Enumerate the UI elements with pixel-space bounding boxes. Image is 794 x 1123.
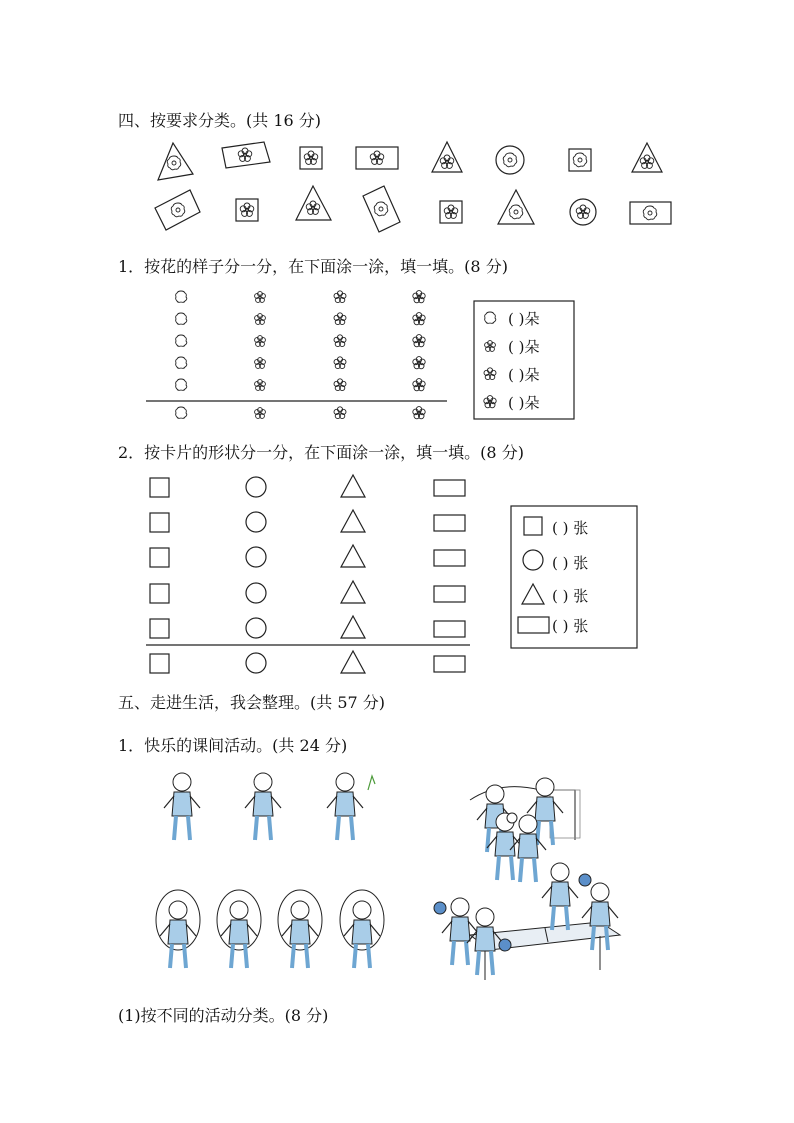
card-triangle-1 [158,143,193,180]
section-5-question-1-sub-1: (1)按不同的活动分类。(8 分) [118,1006,329,1025]
kids-table-tennis-illustration [434,863,620,980]
card-rect-2 [630,202,671,224]
question-2-text: 2．按卡片的形状分一分，在下面涂一涂，填一填。(8 分) [118,443,524,462]
shape-answer-row-1[interactable]: ( ) 张 [552,519,589,537]
section-5-heading: 五、走进生活，我会整理。(共 57 分) [118,693,386,712]
shape-tally-grid [0,470,794,680]
section-5-question-1: 1．快乐的课间活动。(共 24 分) [118,736,348,755]
card-circle-2 [570,199,596,225]
card-triangle-4 [296,186,331,220]
card-square-3 [236,199,258,221]
card-rect-tilted-2 [155,190,200,230]
section-4-heading: 四、按要求分类。(共 16 分) [118,111,322,130]
shape-answer-row-2[interactable]: ( ) 张 [552,554,589,572]
card-square-1 [300,147,322,169]
flower-answer-row-2[interactable]: ( )朵 [508,338,540,356]
card-square-2 [569,149,591,171]
card-rect-tilted-3 [363,186,400,232]
activity-illustrations [0,760,794,1000]
question-1-text: 1．按花的样子分一分，在下面涂一涂，填一填。(8 分) [118,257,508,276]
flower-tally-grid [0,285,794,425]
card-triangle-2 [432,142,462,172]
flower-answer-row-1[interactable]: ( )朵 [508,310,540,328]
card-square-4 [440,201,462,223]
shape-answer-row-4[interactable]: ( ) 张 [552,617,589,635]
shape-answer-row-3[interactable]: ( ) 张 [552,587,589,605]
card-rect-1 [356,147,398,169]
card-rect-tilted-1 [222,142,270,168]
card-triangle-5 [498,190,534,224]
card-triangle-3 [632,143,662,172]
flower-answer-row-4[interactable]: ( )朵 [508,394,540,412]
kids-jump-rope-illustration [156,890,384,968]
flower-answer-row-3[interactable]: ( )朵 [508,366,540,384]
card-circle-1 [496,146,524,174]
kids-dancing-illustration [164,773,375,840]
